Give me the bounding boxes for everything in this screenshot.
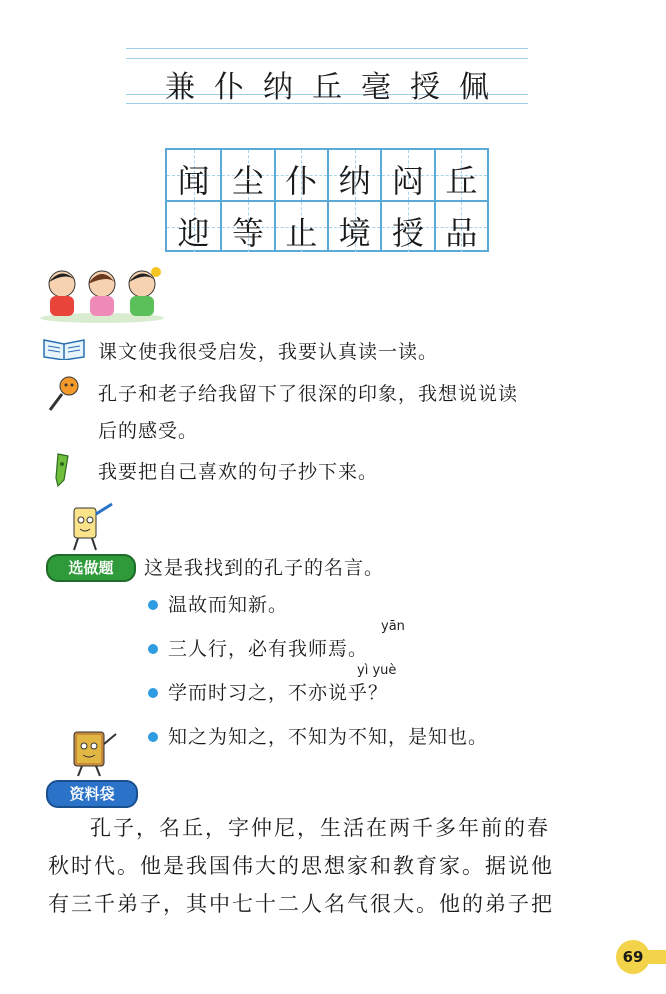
grid-cell: 丘 — [434, 150, 487, 200]
grid-cell: 境 — [327, 202, 380, 252]
grid-cell: 尘 — [220, 150, 273, 200]
recognition-char-grid — [165, 148, 489, 252]
grid-cell: 闷 — [380, 150, 433, 200]
grid-cell: 闻 — [167, 150, 220, 200]
optional-intro-text: 这是我找到的孔子的名言。 — [144, 557, 385, 579]
microphone-icon — [44, 374, 84, 414]
resource-line-3: 有三千弟子，其中七十二人名气很大。他的弟子把 — [48, 892, 554, 916]
write-char: 仆 — [214, 70, 244, 105]
grid-cell: 等 — [220, 202, 273, 252]
page-number: 69 — [616, 940, 650, 974]
quote-3: 学而时习之，不亦说乎？ — [168, 682, 389, 704]
grid-cell: 止 — [274, 202, 327, 252]
write-char: 佩 — [459, 70, 489, 105]
book-mascot-illustration — [62, 722, 122, 778]
pinyin-yi-yue: yì yuè — [357, 663, 397, 678]
grid-cell: 品 — [434, 202, 487, 252]
pen-icon — [50, 452, 76, 488]
resource-line-2: 秋时代。他是我国伟大的思想家和教育家。据说他 — [48, 854, 554, 878]
activity-read-text: 课文使我很受启发，我要认真读一读。 — [98, 341, 439, 363]
quote-bullet — [148, 732, 158, 742]
grid-cell: 迎 — [167, 202, 220, 252]
quote-1: 温故而知新。 — [168, 594, 289, 616]
write-char: 兼 — [165, 70, 195, 105]
resource-line-1: 孔子，名丘，字仲尼，生活在两千多年前的春 — [90, 816, 550, 840]
write-char: 授 — [410, 70, 440, 105]
write-char: 纳 — [263, 70, 293, 105]
grid-row — [167, 150, 487, 200]
strip-rule — [126, 58, 528, 59]
grid-row — [167, 200, 487, 252]
write-char: 毫 — [361, 70, 391, 105]
pinyin-yan: yān — [381, 619, 405, 634]
quote-bullet — [148, 600, 158, 610]
quote-4: 知之为知之，不知为不知，是知也。 — [168, 726, 489, 748]
quote-bullet — [148, 644, 158, 654]
activity-talk-text: 孔子和老子给我留下了很深的印象，我想说说读 — [98, 383, 519, 405]
grid-cell: 授 — [380, 202, 433, 252]
strip-top-rule — [126, 48, 528, 49]
activity-copy-text: 我要把自己喜欢的句子抄下来。 — [98, 461, 379, 483]
activity-talk-text-cont: 后的感受。 — [98, 420, 199, 442]
quote-2: 三人行，必有我师焉。 — [168, 638, 369, 660]
optional-task-badge: 选做题 — [46, 554, 136, 582]
quote-bullet — [148, 688, 158, 698]
grid-cell: 纳 — [327, 150, 380, 200]
write-char: 丘 — [312, 70, 342, 105]
write-characters-strip — [126, 48, 528, 104]
grid-cell: 仆 — [274, 150, 327, 200]
open-book-icon — [42, 336, 86, 360]
pencil-mascot-illustration — [60, 500, 116, 552]
three-children-illustration — [36, 262, 168, 324]
resource-bag-badge: 资料袋 — [46, 780, 138, 808]
